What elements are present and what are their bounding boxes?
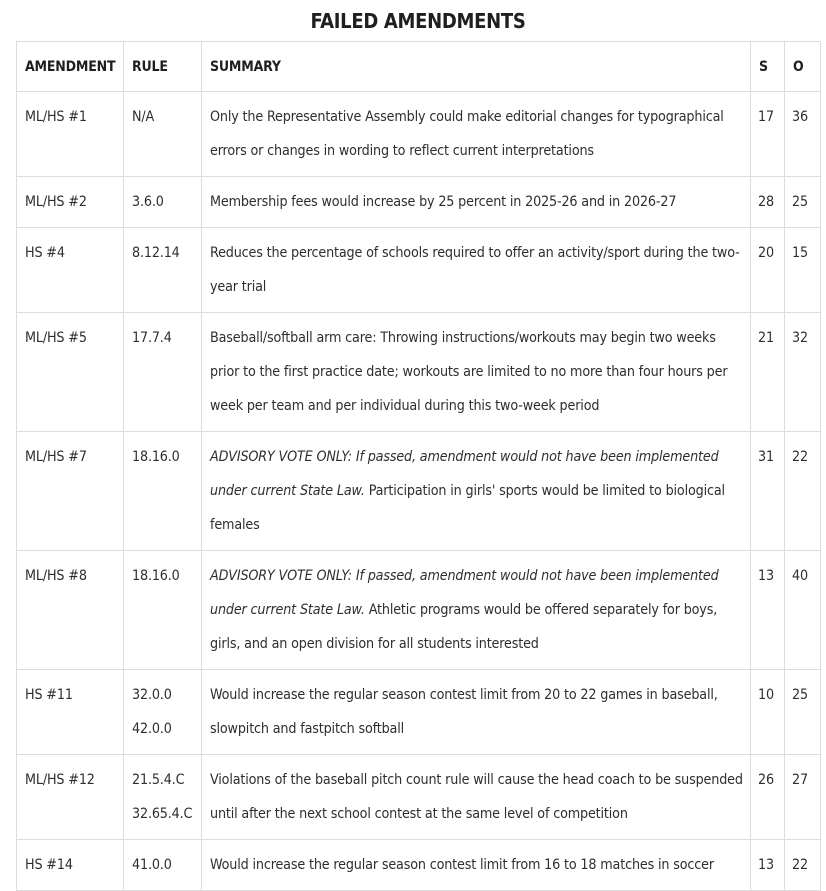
- header-rule: RULE: [124, 42, 202, 92]
- header-summary: SUMMARY: [202, 42, 751, 92]
- rule-number: 3.6.0: [132, 194, 164, 210]
- rule-number: 32.0.0: [132, 687, 172, 703]
- cell-summary: [202, 755, 751, 840]
- table-row: [17, 670, 821, 755]
- rule-number: 8.12.14: [132, 245, 180, 261]
- header-o: O: [785, 42, 821, 92]
- table-row: [17, 92, 821, 177]
- cell-rule: [124, 177, 202, 228]
- header-amendment: AMENDMENT: [17, 42, 124, 92]
- cell-amendment: HS #11: [17, 670, 124, 755]
- rule-number: 41.0.0: [132, 857, 172, 873]
- failed-amendments-table: [16, 41, 821, 891]
- summary-text: Athletic programs would be offered separately for boys, girls, and an open division for all students interested: [210, 602, 718, 652]
- cell-summary: [202, 432, 751, 551]
- cell-summary: [202, 92, 751, 177]
- table-row: [17, 177, 821, 228]
- rule-number: 17.7.4: [132, 330, 172, 346]
- table-row: [17, 840, 821, 891]
- cell-rule: [124, 313, 202, 432]
- rule-number: 42.0.0: [132, 721, 172, 737]
- cell-o-votes: 25: [785, 177, 821, 228]
- table-row: [17, 551, 821, 670]
- cell-s-votes: 13: [751, 551, 785, 670]
- rule-number: 18.16.0: [132, 449, 180, 465]
- cell-amendment: ML/HS #7: [17, 432, 124, 551]
- cell-s-votes: 28: [751, 177, 785, 228]
- cell-summary: [202, 313, 751, 432]
- cell-rule: [124, 840, 202, 891]
- cell-s-votes: 13: [751, 840, 785, 891]
- cell-s-votes: 31: [751, 432, 785, 551]
- table-row: [17, 432, 821, 551]
- cell-o-votes: 22: [785, 840, 821, 891]
- cell-rule: [124, 551, 202, 670]
- cell-o-votes: 40: [785, 551, 821, 670]
- summary-text: Would increase the regular season contest limit from 16 to 18 matches in soccer: [210, 857, 714, 873]
- cell-summary: [202, 551, 751, 670]
- cell-rule: [124, 670, 202, 755]
- summary-text: Baseball/softball arm care: Throwing instructions/workouts may begin two weeks prior to the first practice date; workouts are limited to no more than four hours per week per team and per individual during this two-week period: [210, 330, 728, 414]
- cell-rule: [124, 755, 202, 840]
- table-row: [17, 228, 821, 313]
- table-body: [17, 92, 821, 891]
- table-header-row: [17, 42, 821, 92]
- summary-advisory-note: ADVISORY VOTE ONLY: If passed, amendment would not have been implemented under current State Law.: [210, 449, 719, 499]
- summary-advisory-note: ADVISORY VOTE ONLY: If passed, amendment would not have been implemented under current State Law.: [210, 568, 719, 618]
- cell-s-votes: 21: [751, 313, 785, 432]
- cell-o-votes: 25: [785, 670, 821, 755]
- summary-text: Would increase the regular season contest limit from 20 to 22 games in baseball, slowpitch and fastpitch softball: [210, 687, 718, 737]
- summary-text: Violations of the baseball pitch count rule will cause the head coach to be suspended until after the next school contest at the same level of competition: [210, 772, 743, 822]
- cell-amendment: ML/HS #12: [17, 755, 124, 840]
- cell-summary: [202, 840, 751, 891]
- cell-o-votes: 32: [785, 313, 821, 432]
- summary-text: Membership fees would increase by 25 percent in 2025-26 and in 2026-27: [210, 194, 677, 210]
- rule-number: 32.65.4.C: [132, 806, 193, 822]
- cell-s-votes: 10: [751, 670, 785, 755]
- cell-s-votes: 26: [751, 755, 785, 840]
- cell-amendment: ML/HS #8: [17, 551, 124, 670]
- cell-s-votes: 20: [751, 228, 785, 313]
- cell-o-votes: 22: [785, 432, 821, 551]
- cell-amendment: ML/HS #5: [17, 313, 124, 432]
- rule-number: 21.5.4.C: [132, 772, 185, 788]
- header-s: S: [751, 42, 785, 92]
- cell-summary: [202, 228, 751, 313]
- summary-text: Participation in girls' sports would be limited to biological females: [210, 483, 725, 533]
- cell-rule: [124, 228, 202, 313]
- cell-amendment: ML/HS #1: [17, 92, 124, 177]
- cell-summary: [202, 177, 751, 228]
- cell-o-votes: 36: [785, 92, 821, 177]
- cell-s-votes: 17: [751, 92, 785, 177]
- cell-o-votes: 27: [785, 755, 821, 840]
- cell-amendment: HS #14: [17, 840, 124, 891]
- cell-o-votes: 15: [785, 228, 821, 313]
- table-row: [17, 755, 821, 840]
- rule-number: 18.16.0: [132, 568, 180, 584]
- summary-text: Only the Representative Assembly could make editorial changes for typographical errors or changes in wording to reflect current interpretations: [210, 109, 724, 159]
- table-row: [17, 313, 821, 432]
- cell-rule: [124, 432, 202, 551]
- rule-number: N/A: [132, 109, 155, 125]
- page-title: FAILED AMENDMENTS: [310, 9, 526, 33]
- cell-amendment: HS #4: [17, 228, 124, 313]
- cell-summary: [202, 670, 751, 755]
- cell-amendment: ML/HS #2: [17, 177, 124, 228]
- cell-rule: [124, 92, 202, 177]
- summary-text: Reduces the percentage of schools required to offer an activity/sport during the two-year trial: [210, 245, 740, 295]
